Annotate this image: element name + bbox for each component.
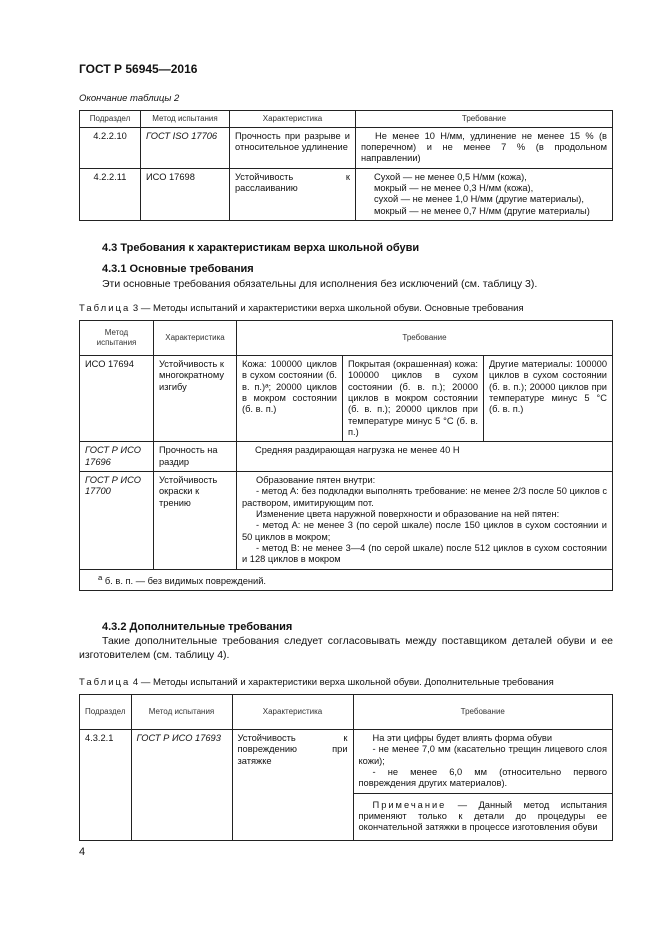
cell-empty bbox=[232, 793, 353, 840]
table-row bbox=[80, 730, 613, 794]
req-line: - метод В: не менее 3—4 (по серой шкале) после 512 циклов в сухом состоянии и 128 циклов в мокром bbox=[242, 542, 607, 565]
cell-req bbox=[237, 471, 613, 569]
section-4-3-2-title: 4.3.2 Дополнительные требования bbox=[102, 621, 293, 633]
table3-header-req: Требование bbox=[237, 321, 613, 356]
table3-header-method: Метод испытания bbox=[80, 321, 154, 356]
cell-method: ГОСТ Р ИСО 17693 bbox=[131, 730, 232, 794]
cell-method: ГОСТ Р ИСО 17696 bbox=[80, 442, 154, 472]
table4-header-req: Требование bbox=[353, 695, 612, 730]
table4-caption-label: Таблица bbox=[79, 677, 131, 688]
note-label: Примечание bbox=[372, 799, 447, 810]
table-row bbox=[80, 442, 613, 472]
cell-method: ГОСТ ISO 17706 bbox=[141, 127, 230, 168]
table2-header-method: Метод испытания bbox=[141, 111, 230, 128]
table3-caption-label: Таблица bbox=[79, 303, 131, 314]
cell-method: ИСО 17698 bbox=[141, 168, 230, 220]
table2 bbox=[79, 110, 613, 221]
cell-char: Прочность при разрыве и относительное удлинение bbox=[230, 127, 356, 168]
table4-caption-text: 4 — Методы испытаний и характеристики верха школьной обуви. Дополнительные требования bbox=[132, 677, 554, 688]
table3-header-char: Характеристика bbox=[154, 321, 237, 356]
cell-sub: 4.2.2.10 bbox=[80, 127, 141, 168]
section-4-3-1-text: Эти основные требования обязательны для исполнения без исключений (см. таблицу 3). bbox=[102, 278, 538, 290]
req-line: На эти цифры будет влиять форма обуви bbox=[372, 733, 553, 743]
cell-req-coated-leather: Покрытая (окрашенная) кожа: 100000 циклов в сухом состоянии (б. в. п.); 20000 циклов в мокром состоянии (б. в. п.); 20000 циклов при температуре минус 5 °С (б. в. п.) bbox=[343, 356, 484, 442]
table2-header-char: Характеристика bbox=[230, 111, 356, 128]
table3-footnote bbox=[80, 569, 613, 590]
cell-req bbox=[356, 168, 613, 220]
footnote-text: б. в. п. — без видимых повреждений. bbox=[104, 575, 266, 586]
req-line: мокрый — не менее 0,3 Н/мм (кожа), bbox=[374, 183, 534, 194]
table2-header-req: Требование bbox=[356, 111, 613, 128]
table-row bbox=[80, 168, 613, 220]
cell-empty bbox=[131, 793, 232, 840]
note-text: — Данный метод испытания применяют только к детали до процедуры ее окончательной затяжки в процессе изготовления обуви bbox=[358, 799, 607, 833]
req-line: мокрый — не менее 0,7 Н/мм (другие материалы) bbox=[374, 205, 590, 216]
cell-char: Устойчивость к многократному изгибу bbox=[154, 356, 237, 442]
cell-req bbox=[353, 730, 612, 794]
footnote-mark: a bbox=[98, 572, 103, 582]
req-line: сухой — не менее 1,0 Н/мм (другие материалы), bbox=[374, 194, 584, 205]
cell-req: Не менее 10 Н/мм, удлинение не менее 15 % (в поперечном) и не менее 7 % (в продольном направлении) bbox=[356, 127, 613, 168]
req-line: - не менее 7,0 мм (касательно трещин лицевого слоя кожи); bbox=[358, 744, 607, 766]
section-4-3-1-title: 4.3.1 Основные требования bbox=[102, 263, 254, 275]
table2-caption: Окончание таблицы 2 bbox=[79, 93, 180, 104]
table4 bbox=[79, 694, 613, 841]
req-line: - не менее 6,0 мм (относительно первого повреждения других материалов). bbox=[358, 766, 607, 789]
cell-char: Устойчивость к повреждению при затяжке bbox=[232, 730, 353, 794]
table4-note bbox=[353, 793, 612, 840]
table-row bbox=[80, 127, 613, 168]
section-4-3-title: 4.3 Требования к характеристикам верха школьной обуви bbox=[102, 242, 420, 254]
page-number: 4 bbox=[79, 846, 86, 858]
table4-header-char: Характеристика bbox=[232, 695, 353, 730]
section-4-3-2-text: Такие дополнительные требования следует согласовывать между поставщиком деталей обуви и ее изготовителем (см. таблицу 4). bbox=[79, 635, 613, 662]
cell-req-leather: Кожа: 100000 циклов в сухом состоянии (б. в. п.)ᵃ; 20000 циклов в мокром состоянии (б. в. п.) bbox=[237, 356, 343, 442]
cell-method: ГОСТ Р ИСО 17700 bbox=[80, 471, 154, 569]
table3-caption-text: 3 — Методы испытаний и характеристики верха школьной обуви. Основные требования bbox=[132, 303, 524, 314]
table3 bbox=[79, 320, 613, 591]
table4-header-sub: Подраздел bbox=[80, 695, 132, 730]
cell-char: Устойчивость окраски к трению bbox=[154, 471, 237, 569]
table3-footnote-row bbox=[80, 569, 613, 590]
document-header: ГОСТ Р 56945—2016 bbox=[79, 62, 198, 76]
cell-char: Прочность на раздир bbox=[154, 442, 237, 472]
cell-req: Средняя раздирающая нагрузка не менее 40 Н bbox=[237, 442, 613, 472]
req-line: - метод А: без подкладки выполнять требование: не менее 2/3 после 50 циклов с раствором, имитирующим пот. bbox=[242, 486, 608, 508]
cell-empty bbox=[80, 793, 132, 840]
req-line: - метод А: не менее 3 (по серой шкале) после 150 циклов в сухом состоянии и 50 циклов в мокром; bbox=[242, 520, 607, 542]
cell-req-other-materials: Другие материалы: 100000 циклов в сухом состоянии (б. в. п.); 20000 циклов при температуре минус 5 °С (б. в. п.) bbox=[484, 356, 613, 442]
req-line: Сухой — не менее 0,5 Н/мм (кожа), bbox=[374, 171, 527, 182]
table2-header-sub: Подраздел bbox=[80, 111, 141, 128]
table-row bbox=[80, 793, 613, 840]
table4-caption bbox=[79, 677, 554, 688]
table-row bbox=[80, 471, 613, 569]
cell-sub: 4.2.2.11 bbox=[80, 168, 141, 220]
table-row bbox=[80, 356, 613, 442]
cell-char: Устойчивость к расслаиванию bbox=[230, 168, 356, 220]
req-line: Изменение цвета наружной поверхности и образование на ней пятен: bbox=[256, 508, 560, 519]
table3-caption bbox=[79, 303, 524, 314]
cell-method: ИСО 17694 bbox=[80, 356, 154, 442]
table4-header-method: Метод испытания bbox=[131, 695, 232, 730]
req-line: Образование пятен внутри: bbox=[256, 474, 376, 485]
cell-sub: 4.3.2.1 bbox=[80, 730, 132, 794]
